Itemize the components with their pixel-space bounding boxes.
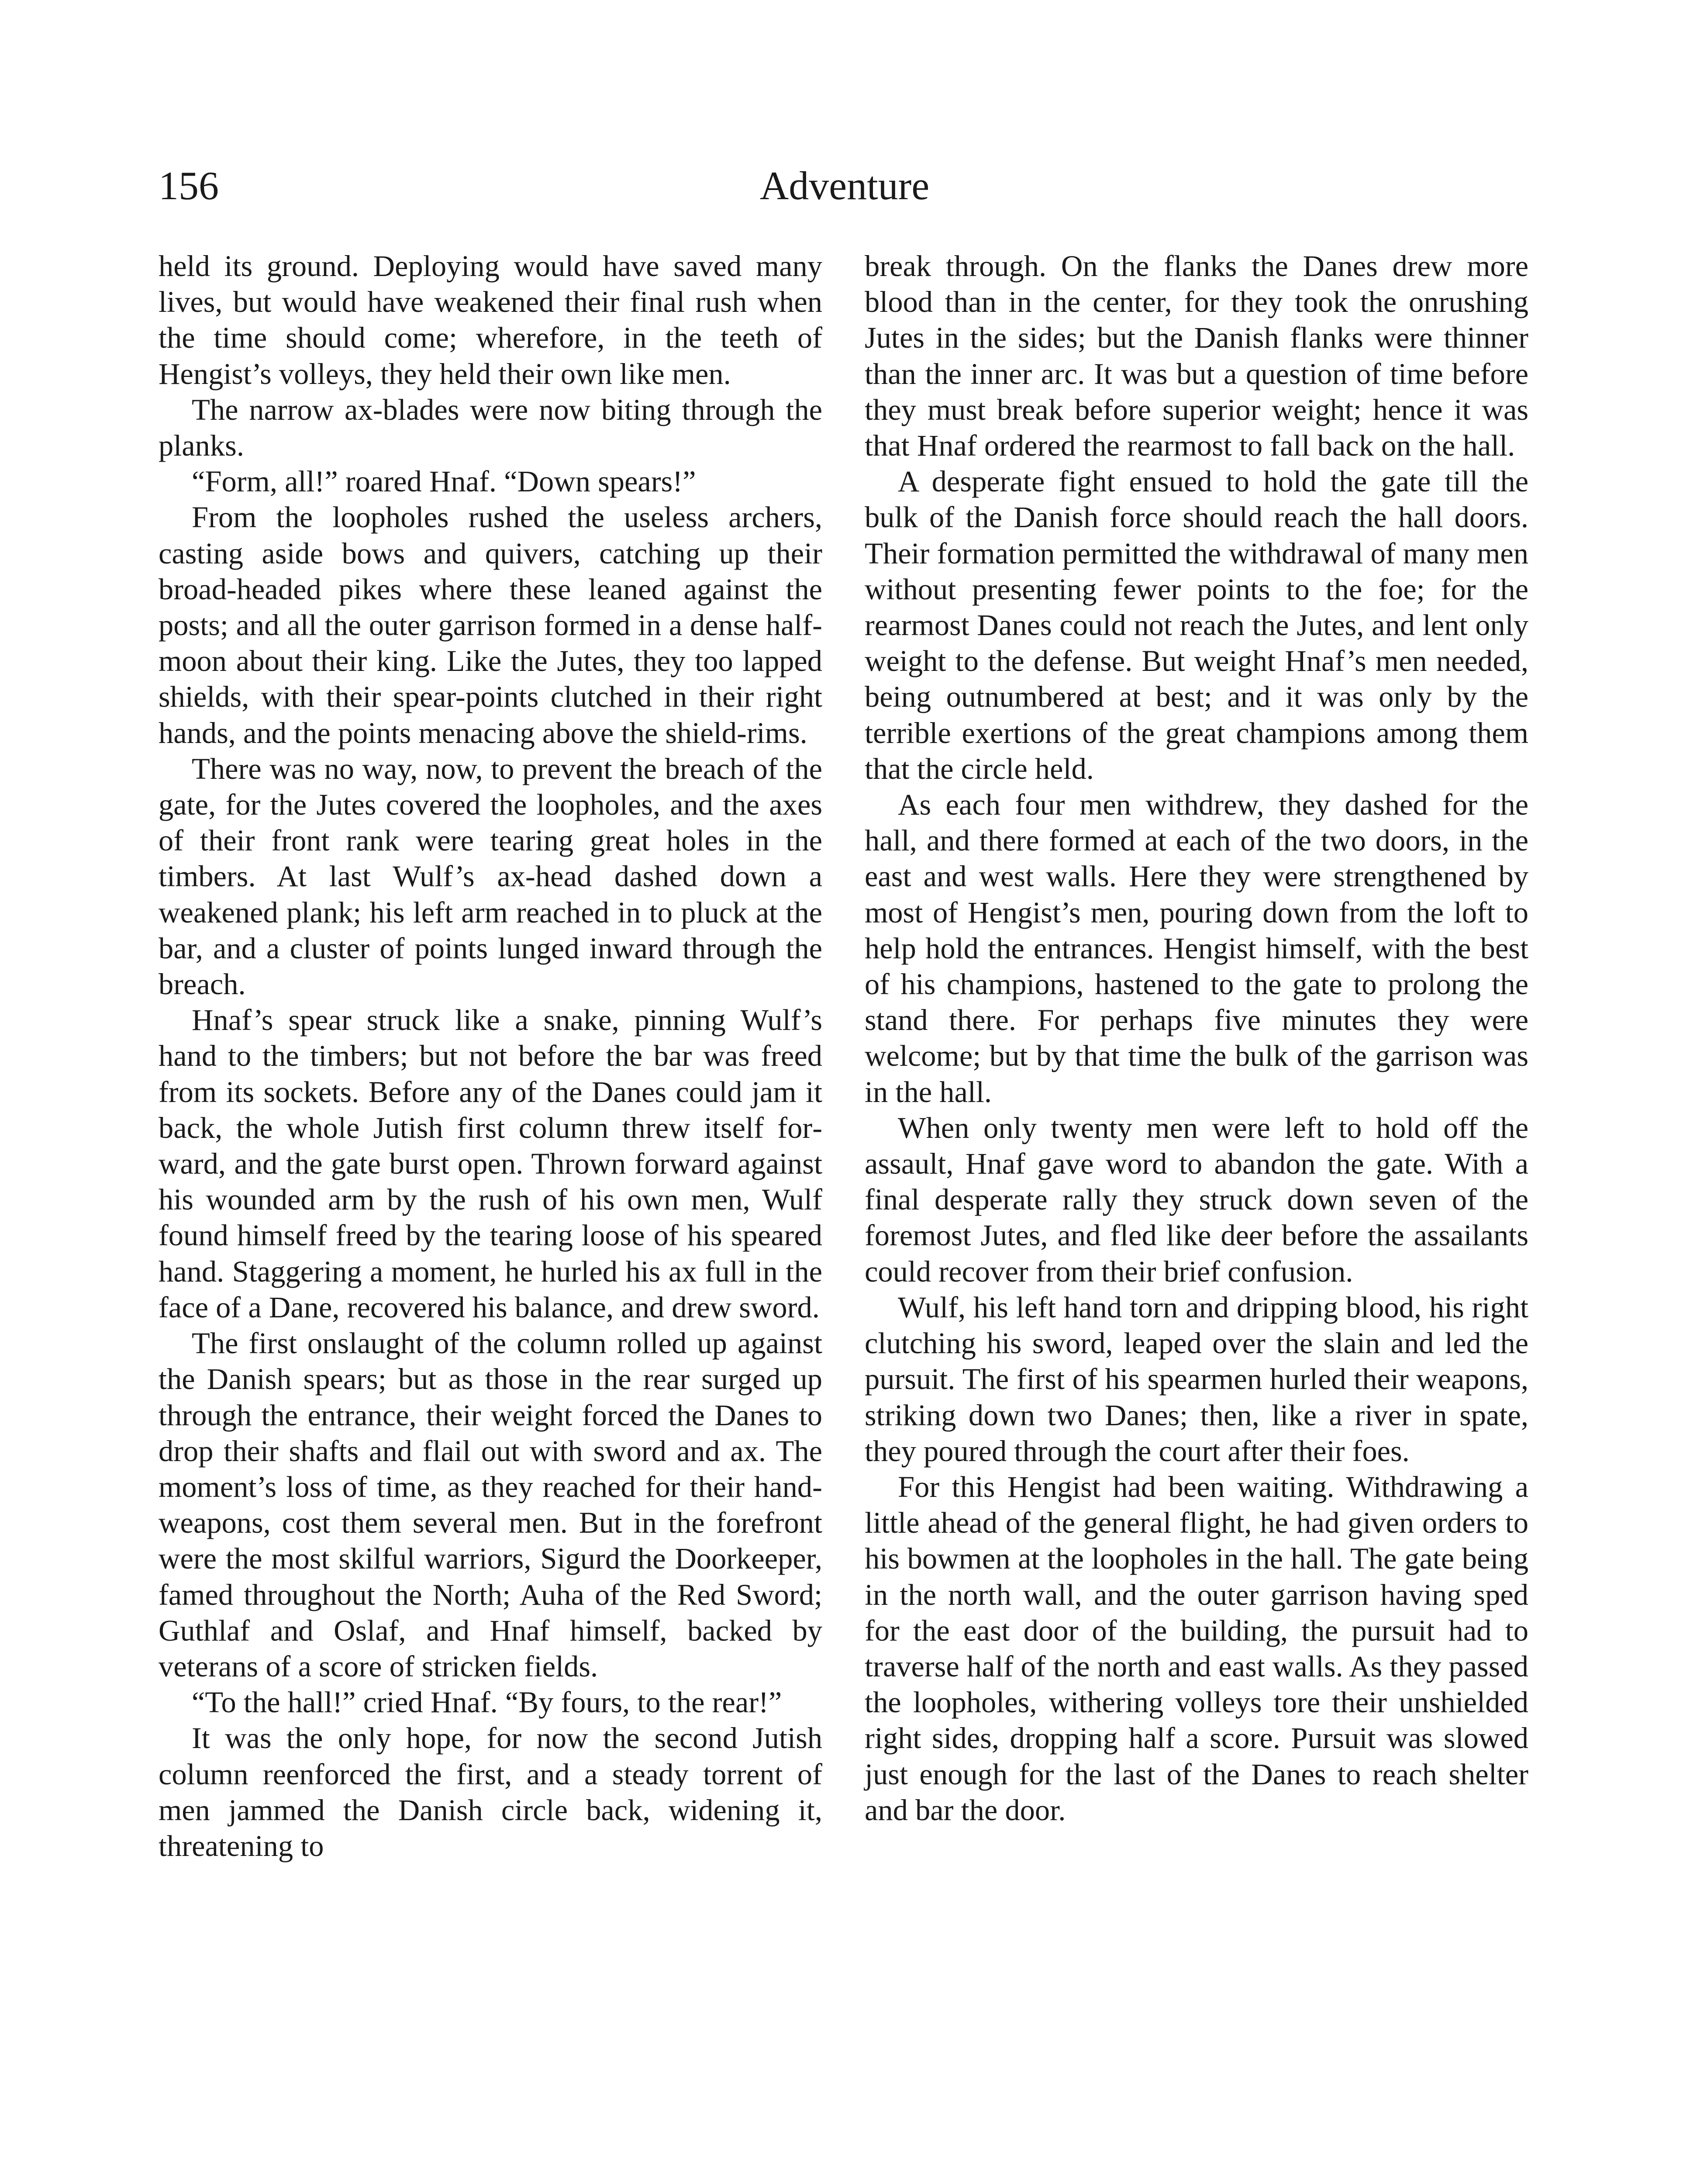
right-column bbox=[865, 248, 1528, 1828]
paragraph: “Form, all!” roared Hnaf. “Down spears!” bbox=[192, 465, 696, 498]
left-column bbox=[159, 248, 822, 1864]
paragraph: break through. On the flanks the Danes drew more blood than in the center, for they took the onrushing Jutes in the sides; but the Danish flanks were thinner than the inner arc. It was but a question of time before they must break before superior weight; hence it was that Hnaf ordered the rearmost to fall back on the hall. bbox=[865, 249, 1528, 463]
paragraph: Wulf, his left hand torn and dripping blood, his right clutching his sword, leaped over the slain and led the pursuit. The first of his spearmen hurled their weapons, striking down two Danes; then, like a river in spate, they poured through the court after their foes. bbox=[865, 1290, 1528, 1468]
paragraph: From the loopholes rushed the useless archers, casting aside bows and quivers, catching up their broad-headed pikes where these leaned against the posts; and all the outer garrison formed in a dense half-moon about their king. Like the Jutes, they too lapped shields, with their spear-points clutched in their right hands, and the points menacing above the shield-rims. bbox=[159, 501, 822, 750]
paragraph: “To the hall!” cried Hnaf. “By fours, to the rear!” bbox=[192, 1686, 782, 1719]
paragraph: It was the only hope, for now the second Jutish column reenforced the first, and a steady torrent of men jammed the Danish circle back, widening it, threatening to bbox=[159, 1721, 822, 1863]
paragraph: held its ground. Deploying would have saved many lives, but would have weakened their final rush when the time should come; wherefore, in the teeth of Hengist’s volleys, they held their own like men. bbox=[159, 249, 822, 390]
paragraph: Hnaf’s spear struck like a snake, pinning Wulf’s hand to the timbers; but not before the bar was freed from its sockets. Before any of the Danes could jam it back, the whole Jutish first column threw itself forward, and the gate burst open. Thrown forward against his wounded arm by the rush of his own men, Wulf found himself freed by the tearing loose of his speared hand. Staggering a moment, he hurled his ax full in the face of a Dane, recovered his balance, and drew sword. bbox=[159, 1003, 822, 1324]
paragraph: The first onslaught of the column rolled up against the Danish spears; but as those in the rear surged up through the entrance, their weight forced the Danes to drop their shafts and flail out with sword and ax. The moment’s loss of time, as they reached for their hand-weapons, cost them several men. But in the forefront were the most skilful warriors, Sigurd the Doorkeeper, famed throughout the North; Auha of the Red Sword; Guthlaf and Oslaf, and Hnaf himself, backed by veterans of a score of stricken fields. bbox=[159, 1327, 822, 1683]
paragraph: The narrow ax-blades were now biting through the planks. bbox=[159, 393, 822, 463]
paragraph: There was no way, now, to prevent the breach of the gate, for the Jutes covered the loopholes, and the axes of their front rank were tearing great holes in the timbers. At last Wulf’s ax-head dashed down a weakened plank; his left arm reached in to pluck at the bar, and a cluster of points lunged inward through the breach. bbox=[159, 752, 822, 1001]
paragraph: For this Hengist had been waiting. Withdrawing a little ahead of the general flight, he had given orders to his bowmen at the loopholes in the hall. The gate being in the north wall, and the outer garrison having sped for the east door of the building, the pursuit had to traverse half of the north and east walls. As they passed the loopholes, withering volleys tore their unshielded right sides, dropping half a score. Pursuit was slowed just enough for the last of the Danes to reach shelter and bar the door. bbox=[865, 1470, 1528, 1827]
paragraph: A desperate fight ensued to hold the gate till the bulk of the Danish force should reach the hall doors. Their formation permitted the withdrawal of many men without presenting fewer points to the foe; for the rearmost Danes could not reach the Jutes, and lent only weight to the defense. But weight Hnaf’s men needed, being outnumbered at best; and it was only by the terrible exertions of the great champions among them that the circle held. bbox=[865, 465, 1528, 785]
running-title: Adventure bbox=[759, 163, 930, 208]
paragraph: As each four men withdrew, they dashed for the hall, and there formed at each of the two doors, in the east and west walls. Here they were strengthened by most of Hengist’s men, pouring down from the loft to help hold the entrances. Hengist himself, with the best of his champions, hastened to the gate to prolong the stand there. For perhaps five minutes they were welcome; but by that time the bulk of the garrison was in the hall. bbox=[865, 788, 1528, 1109]
page-header bbox=[159, 159, 1531, 212]
page-number: 156 bbox=[159, 163, 219, 208]
paragraph: When only twenty men were left to hold off the assault, Hnaf gave word to abandon the gate. With a final desperate rally they struck down seven of the foremost Jutes, and fled like deer before the assailants could recover from their brief confusion. bbox=[865, 1111, 1528, 1288]
